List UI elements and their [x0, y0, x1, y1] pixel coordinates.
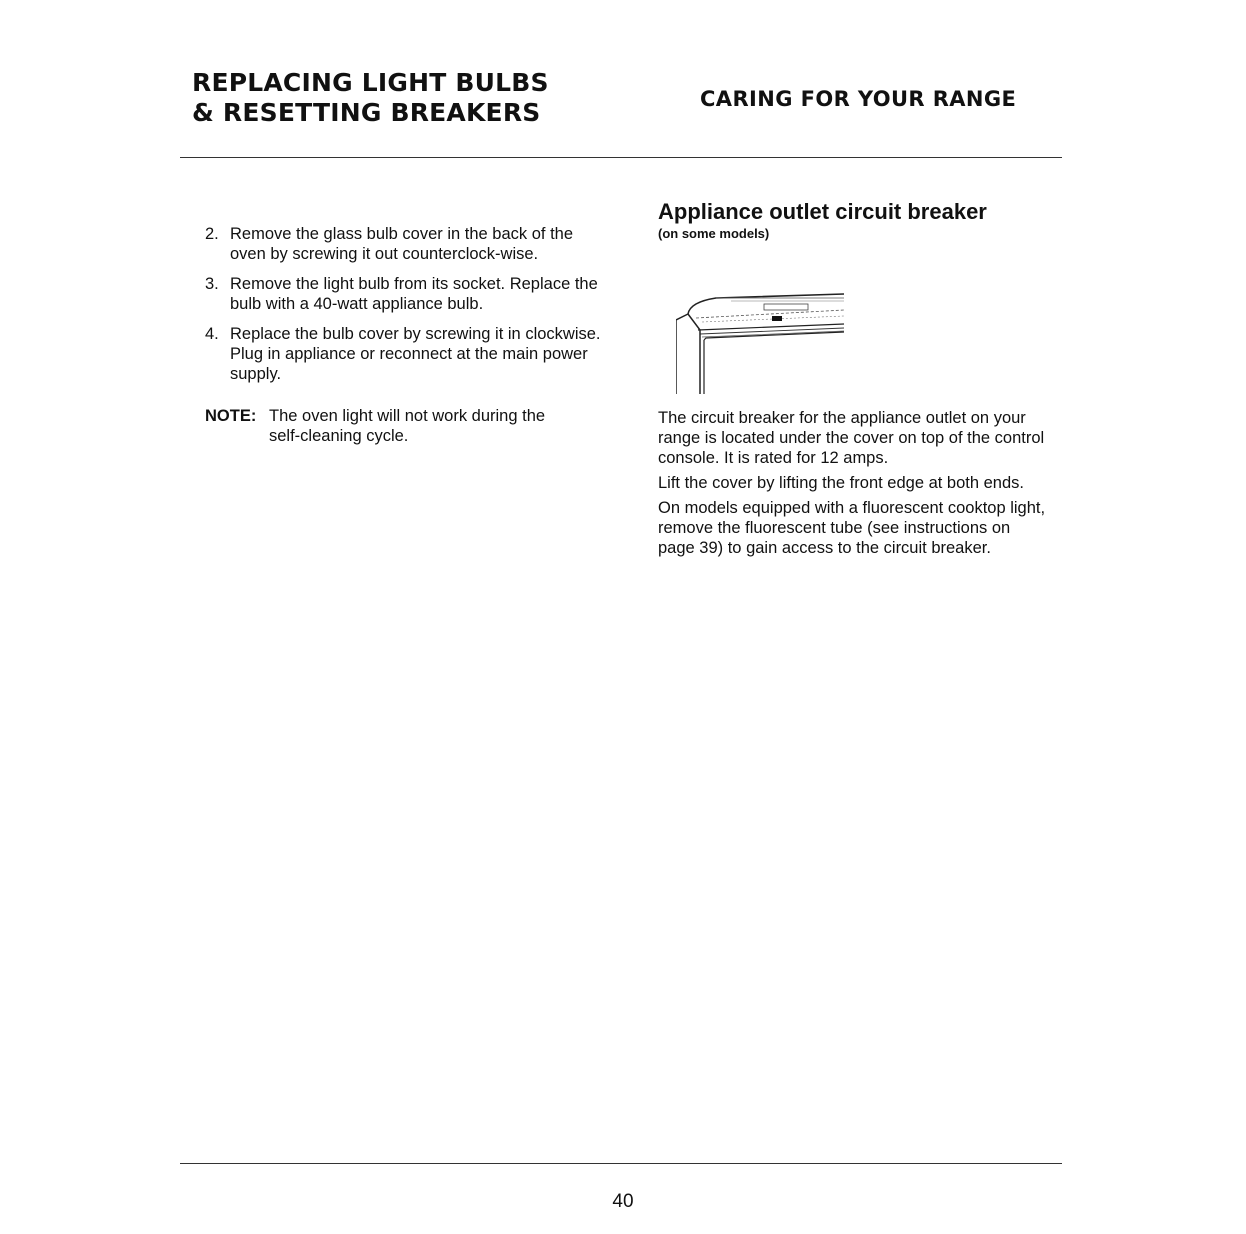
note-block	[205, 406, 605, 446]
control-console-drawing	[676, 274, 846, 394]
section-title: Appliance outlet circuit breaker	[658, 199, 987, 224]
step-item	[205, 324, 605, 384]
body-paragraph: On models equipped with a fluorescent cooktop light, remove the fluorescent tube (see instructions on page 39) to gain access to the circuit breaker.	[658, 499, 1046, 557]
chapter-title	[192, 68, 549, 128]
note-line-1: The oven light will not work during the	[269, 407, 546, 425]
section-header: CARING FOR YOUR RANGE	[700, 87, 1017, 111]
step-text: Remove the glass bulb cover in the back of the oven by screwing it out counterclock-wise.	[230, 225, 574, 263]
page-number: 40	[612, 1191, 634, 1212]
step-item	[205, 274, 605, 314]
top-divider	[180, 157, 1062, 158]
breaker-illustration	[676, 274, 846, 394]
body-paragraph: Lift the cover by lifting the front edge at both ends.	[658, 474, 1024, 492]
chapter-title-line-2: & RESETTING BREAKERS	[192, 98, 541, 127]
body-paragraph: The circuit breaker for the appliance outlet on your range is located under the cover on top of the control console. It is rated for 12 amps.	[658, 409, 1045, 467]
right-column	[658, 198, 1048, 563]
step-number: 3.	[205, 275, 219, 293]
step-number: 2.	[205, 225, 219, 243]
chapter-title-line-1: REPLACING LIGHT BULBS	[192, 68, 549, 97]
step-list	[205, 224, 605, 384]
left-column	[205, 224, 605, 446]
step-item	[205, 224, 605, 264]
section-body	[658, 408, 1048, 558]
section-subtitle: (on some models)	[658, 226, 770, 241]
step-number: 4.	[205, 325, 219, 343]
note-label: NOTE:	[205, 407, 257, 425]
note-text	[269, 406, 605, 446]
note-line-2: self-cleaning cycle.	[269, 427, 409, 445]
bottom-divider	[180, 1163, 1062, 1164]
step-text: Replace the bulb cover by screwing it in clockwise. Plug in appliance or reconnect at the main power supply.	[230, 325, 601, 383]
step-text: Remove the light bulb from its socket. Replace the bulb with a 40-watt appliance bulb.	[230, 275, 598, 313]
